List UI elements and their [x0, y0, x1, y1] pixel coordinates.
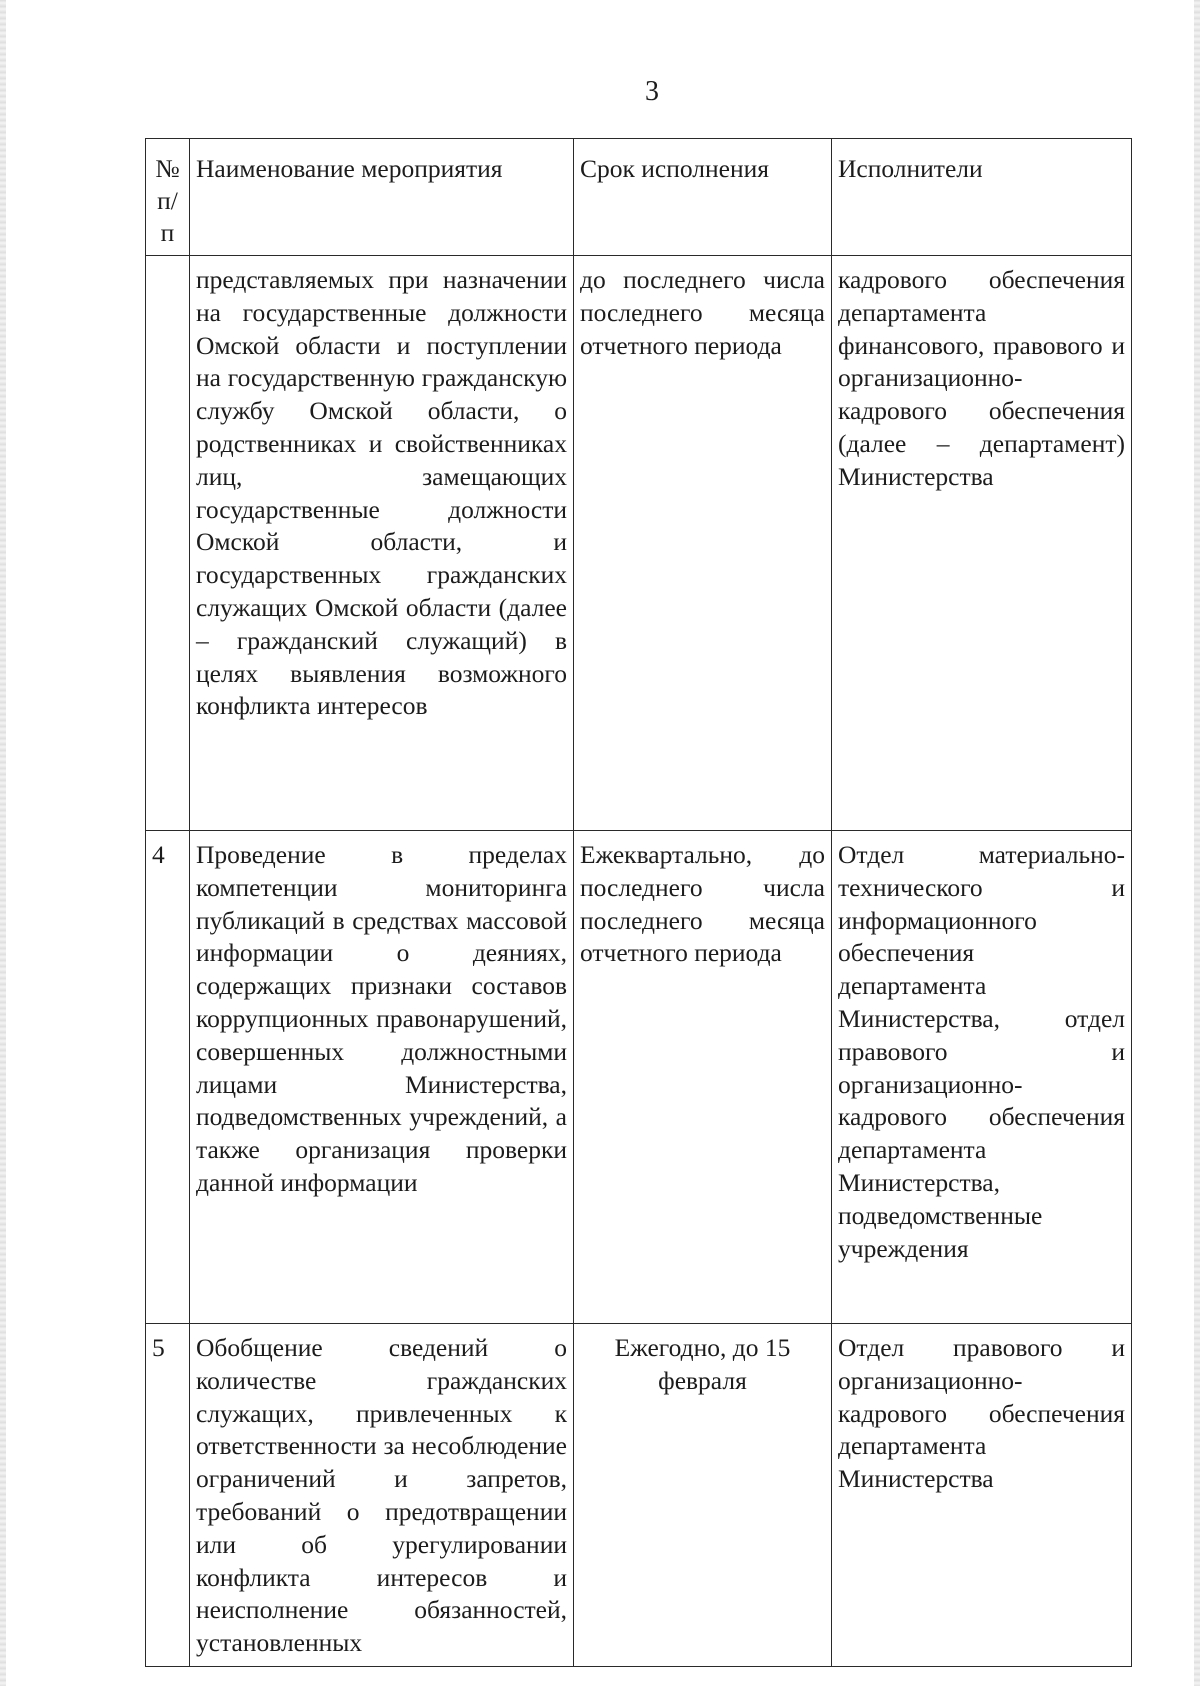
- table-row: [146, 831, 1132, 1324]
- header-executors: Исполнители: [832, 139, 1132, 256]
- scan-edge-right: [1194, 0, 1200, 1686]
- table-header-row: [146, 139, 1132, 256]
- row-name: Проведение в пределах компетенции мониторинга публикаций в средствах массовой информации о деяниях, содержащих признаки составов коррупционных правонарушений, совершенных должностными лицами Министерства, подведомственных учреждений, а также организация проверки данной информации: [190, 831, 574, 1324]
- table-row: [146, 256, 1132, 831]
- header-term: Срок исполнения: [574, 139, 832, 256]
- row-num: [146, 256, 190, 831]
- header-num: № п/п: [146, 139, 190, 256]
- table-row: [146, 1324, 1132, 1667]
- page-number: 3: [645, 76, 659, 107]
- row-num: 5: [146, 1324, 190, 1667]
- row-term: Ежеквартально, до последнего числа последнего месяца отчетного периода: [574, 831, 832, 1324]
- row-name: представляемых при назначении на государственные должности Омской области и поступлении на государственную гражданскую службу Омской области, о родственниках и свойственниках лиц, замещающих государственные должности Омской области, и государственных гражданских служащих Омской области (далее – гражданский служащий) в целях выявления возможного конфликта интересов: [190, 256, 574, 831]
- row-num: 4: [146, 831, 190, 1324]
- header-name: Наименование мероприятия: [190, 139, 574, 256]
- row-executors: кадрового обеспечения департамента финансового, правового и организационно-кадрового обеспечения (далее – департамент) Министерства: [832, 256, 1132, 831]
- row-name: Обобщение сведений о количестве гражданских служащих, привлеченных к ответственности за несоблюдение ограничений и запретов, требований о предотвращении или об урегулировании конфликта интересов и неисполнение обязанностей, установленных: [190, 1324, 574, 1667]
- row-executors: Отдел правового и организационно-кадрового обеспечения департамента Министерства: [832, 1324, 1132, 1667]
- row-executors: Отдел материально-технического и информационного обеспечения департамента Министерства, отдел правового и организационно-кадрового обеспечения департамента Министерства, подведомственные учреждения: [832, 831, 1132, 1324]
- scan-edge-left: [0, 0, 6, 1686]
- measures-table: [145, 138, 1132, 1667]
- row-term: Ежегодно, до 15 февраля: [574, 1324, 832, 1667]
- row-term: до последнего числа последнего месяца отчетного периода: [574, 256, 832, 831]
